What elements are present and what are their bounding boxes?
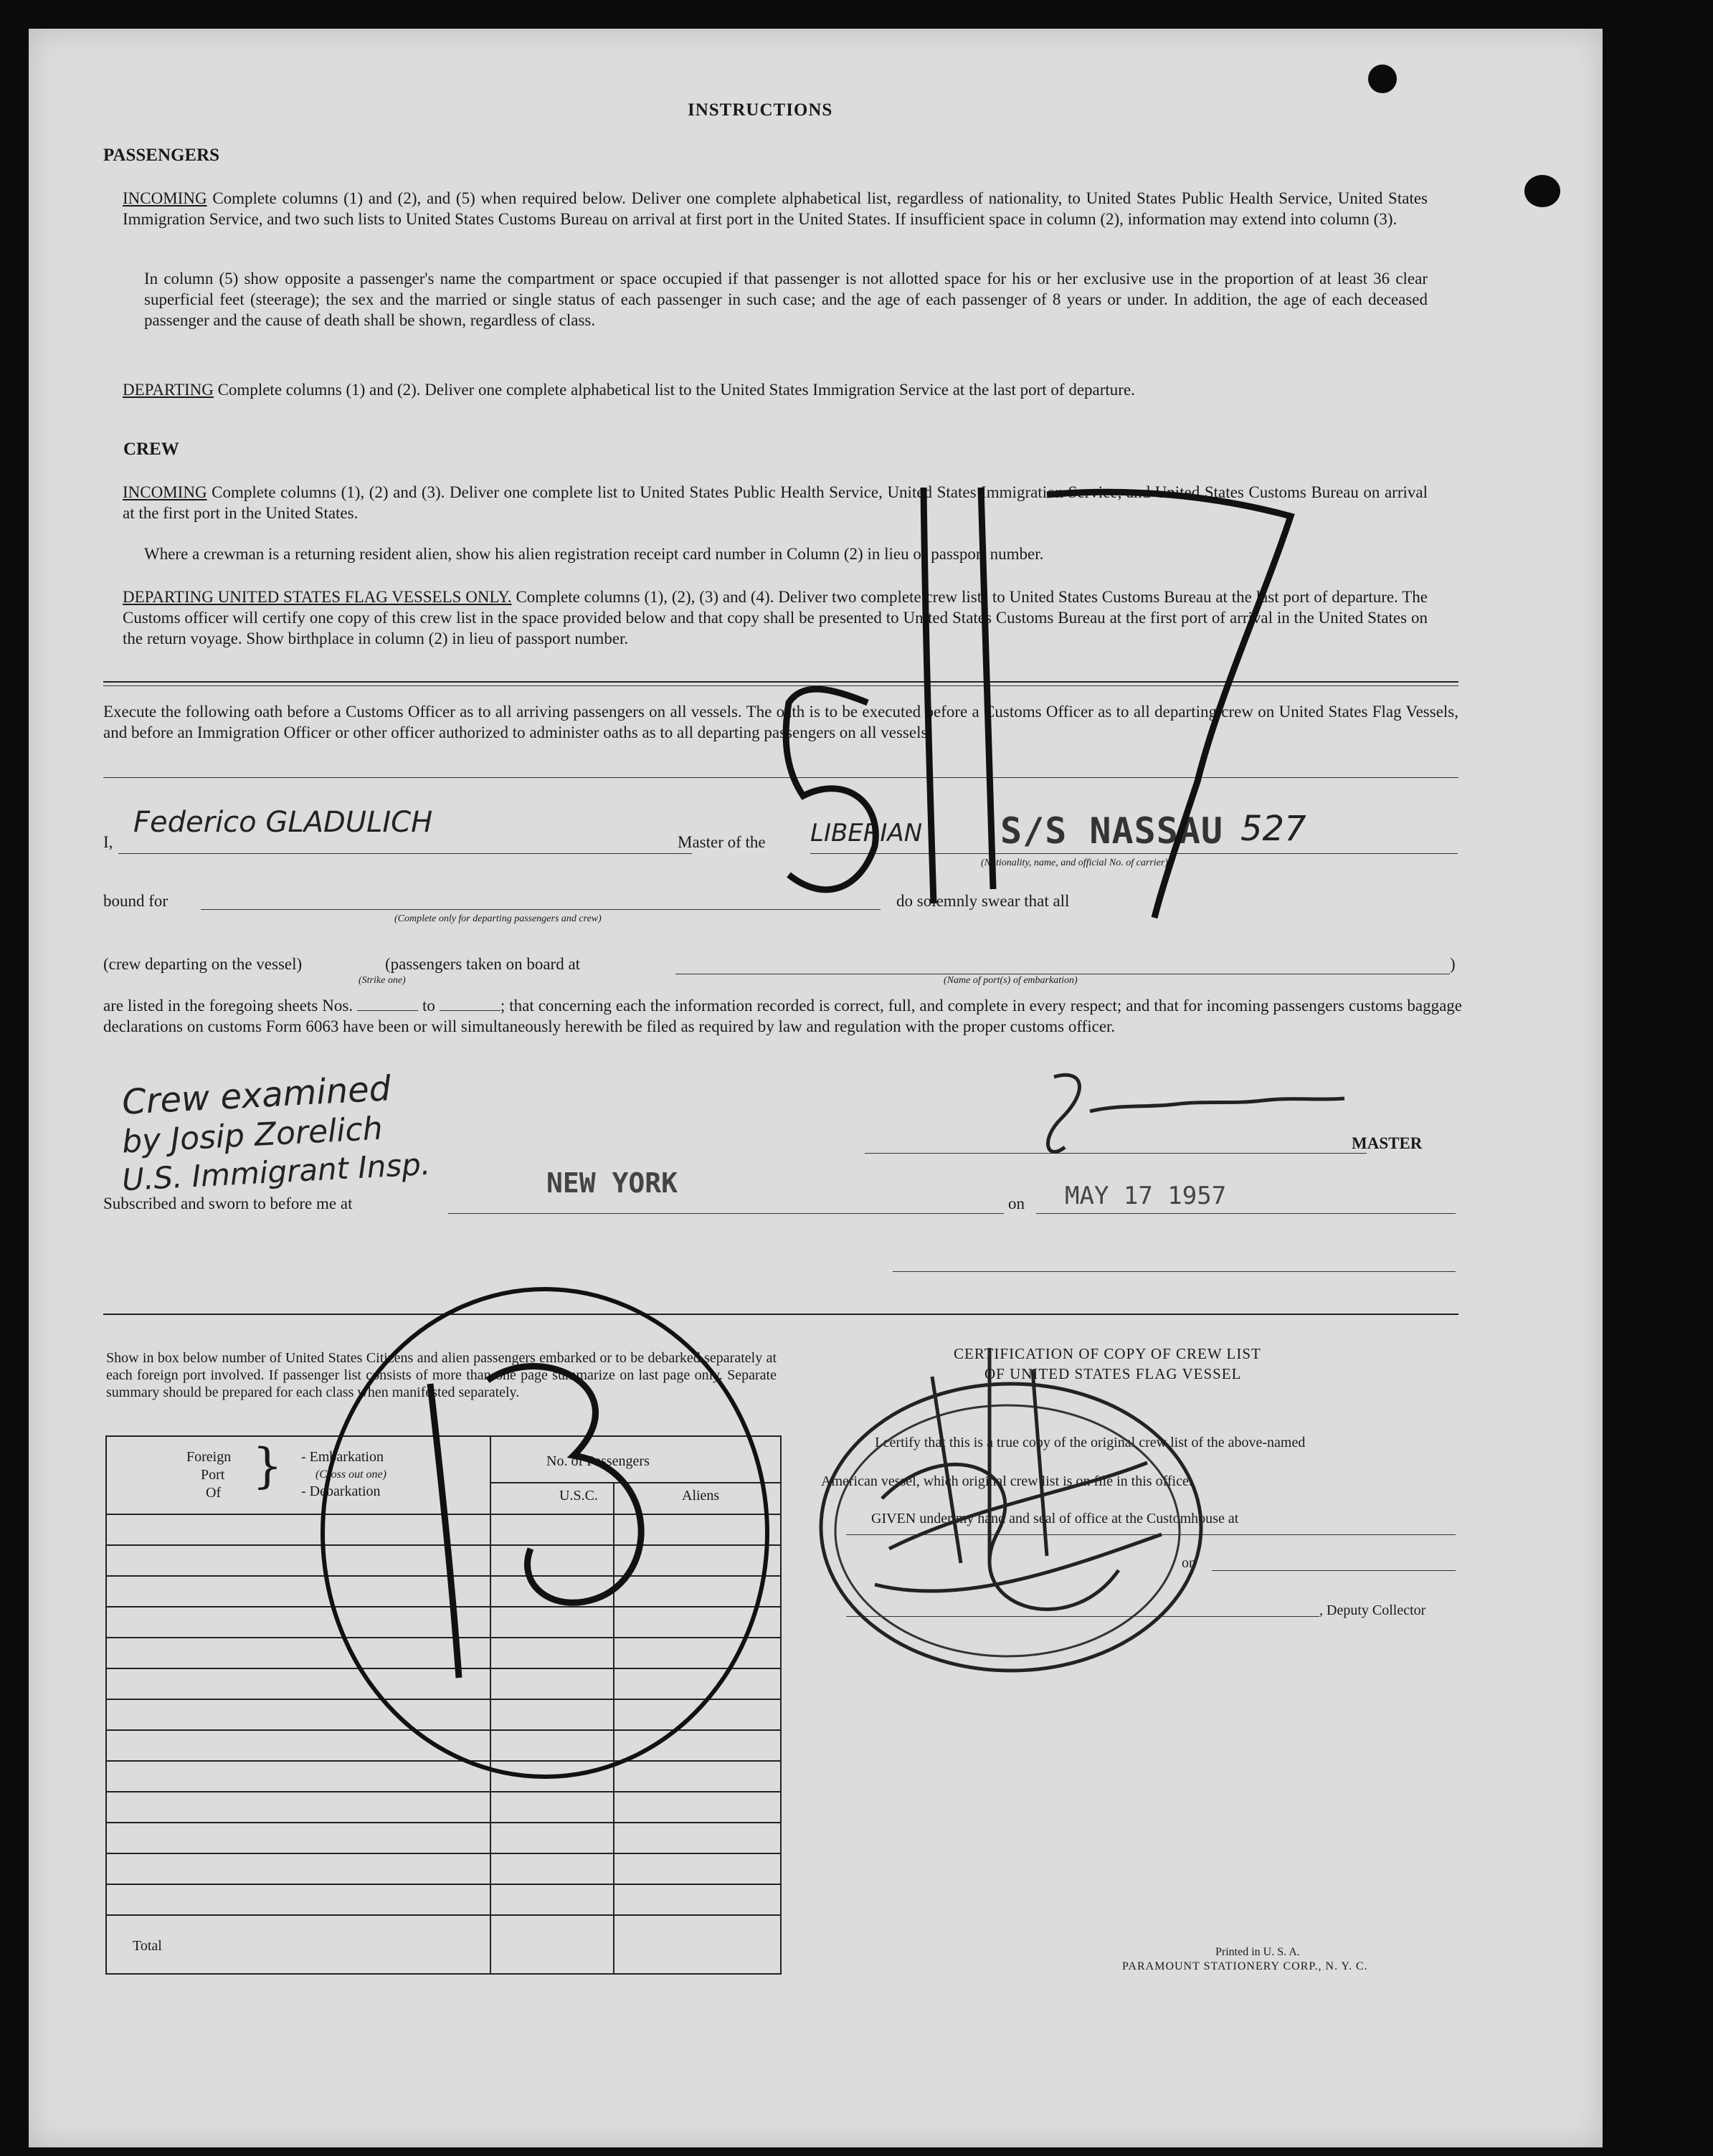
on-label: on: [1008, 1195, 1025, 1212]
aliens-header: Aliens: [682, 1488, 720, 1504]
scribble-oval: [821, 1384, 1201, 1671]
certification-text-2: American vessel, which original crew list is on file in this office.: [821, 1473, 1192, 1489]
official-number: 527: [1240, 809, 1306, 849]
nationality-handwritten: LIBERIAN: [810, 819, 923, 847]
incoming-text: Complete columns (1) and (2), and (5) when required below. Deliver one complete alphabetical list, regardless of nationality, to United States Public Health Service, United States Immigration Service, and two such lists to United States Customs Bureau on arrival at first port in the United States. If insufficient space in column (2), information may extend into column (3).: [123, 189, 1428, 228]
strike-caption: (Strike one): [359, 975, 406, 986]
summary-instructions: Show in box below number of United States Citizens and alien passengers embarked or to be debarked separately at each foreign port involved. If passenger list consists of more than one page summarize on last page only. Separate summary should be prepared for each class when manifested separately.: [106, 1350, 777, 1400]
crew-departing: (crew departing on the vessel): [103, 955, 303, 973]
certification-title-1: CERTIFICATION OF COPY OF CREW LIST: [954, 1345, 1261, 1362]
printed-in-usa: Printed in U. S. A.: [1215, 1946, 1300, 1958]
big-number-text: [1104, 459, 1106, 460]
master-label: MASTER: [1352, 1134, 1423, 1152]
subscribed-label: Subscribed and sworn to before me at: [103, 1195, 353, 1212]
scribble-oval-inner: [835, 1405, 1180, 1656]
of-label: Of: [206, 1485, 222, 1501]
cert-on-label: on: [1182, 1555, 1196, 1571]
crewman-paragraph: Where a crewman is a returning resident alien, show his alien registration receipt card number in Column (2) in lieu of passport number.: [144, 545, 1044, 563]
flag-vessels-text: Complete columns (1), (2), (3) and (4). Deliver two complete crew lists to United States Customs Bureau at the last port of departure. The Customs officer will certify one copy of this crew list in the space provided below and that copy shall be presented to United States Customs Bureau at the first port of arrival in the United States on the return voyage. Show birthplace in column (2) in lieu of passport number.: [123, 588, 1428, 647]
bound-caption: (Complete only for departing passengers and crew): [394, 913, 602, 924]
instructions-title: INSTRUCTIONS: [688, 100, 833, 120]
cancel-scribble: [875, 1348, 1162, 1610]
certification-text-1: I certify that this is a true copy of the original crew list of the above-named: [875, 1435, 1306, 1450]
foreign-label: Foreign: [186, 1449, 232, 1465]
vessel-name-stamp: S/S NASSAU: [1000, 810, 1224, 852]
cross-out-caption: (Cross out one): [315, 1468, 386, 1481]
passengers-taken: (passengers taken on board at: [385, 955, 581, 973]
brace-icon: }: [252, 1438, 283, 1493]
to-label: to: [422, 997, 435, 1015]
crew-examined-note: Crew examined: [120, 1068, 392, 1123]
inspector-title-note: U.S. Immigrant Insp.: [121, 1146, 432, 1198]
document-page: [29, 29, 1603, 2147]
paper-hole: [1524, 175, 1560, 207]
master-of-label: Master of the: [678, 833, 766, 851]
circled-digit-1-stroke: [430, 1384, 459, 1678]
printer-name: PARAMOUNT STATIONERY CORP., N. Y. C.: [1122, 1960, 1368, 1972]
certification-text-3: GIVEN under my hand and seal of office at the Customhouse at: [871, 1511, 1239, 1526]
i-label: I,: [103, 833, 113, 851]
swear-text: do solemnly swear that all: [896, 892, 1070, 910]
port-stamp: NEW YORK: [546, 1167, 678, 1199]
date-stamp: MAY 17 1957: [1065, 1182, 1227, 1210]
close-paren: ): [1450, 955, 1456, 973]
column5-paragraph: In column (5) show opposite a passenger's name the compartment or space occupied if that passenger is not allotted space for his or her exclusive use in the proportion of at least 36 clear superficial feet (steerage); the sex and the married or single status of each passenger in such case; and the age of each passenger of 8 years or under. In addition, the age of each deceased passenger and the cause of death shall be shown, regardless of class.: [144, 270, 1428, 329]
crew-heading: CREW: [123, 440, 179, 459]
flag-vessels-label: DEPARTING UNITED STATES FLAG VESSELS ONLY.: [123, 588, 512, 606]
master-signature-scribble: [1048, 1075, 1344, 1151]
ink-overlay: [29, 29, 1603, 2147]
ports-caption: (Name of port(s) of embarkation): [944, 975, 1078, 986]
listed-text-2: ; that concerning each the information recorded is correct, full, and complete in every respect; and that for incoming passengers customs baggage declarations on customs Form 6063 have been or will simultaneously herewith be filed as required by law and regulation with the proper customs officer.: [103, 997, 1463, 1035]
embarkation-label: - Embarkation: [301, 1449, 384, 1465]
crew-incoming-text: Complete columns (1), (2) and (3). Deliver one complete list to United States Public Health Service, United States Immigration Service, and United States Customs Bureau on arrival at the first port in the United States.: [123, 483, 1428, 522]
listed-text-1: are listed in the foregoing sheets Nos.: [103, 997, 353, 1015]
certification-title-2: OF UNITED STATES FLAG VESSEL: [984, 1365, 1242, 1382]
no-passengers-header: No. of Passengers: [546, 1453, 650, 1469]
circled-number-circle: [323, 1289, 767, 1777]
deputy-collector-label: , Deputy Collector: [1319, 1602, 1426, 1618]
bound-for-label: bound for: [103, 892, 169, 910]
vessel-caption: (Nationality, name, and official No. of carrier): [981, 858, 1168, 868]
debarkation-label: - Debarkation: [301, 1483, 381, 1499]
large-number-5117: [786, 488, 1291, 918]
circled-digit-3-stroke: [488, 1367, 641, 1603]
paper-hole: [1368, 65, 1397, 93]
crew-incoming-label: INCOMING: [123, 483, 207, 501]
incoming-label: INCOMING: [123, 189, 207, 207]
departing-label: DEPARTING: [123, 381, 214, 399]
oath-intro: Execute the following oath before a Customs Officer as to all arriving passengers on all vessels. The oath is to be executed before a Customs Officer as to all departing crew on United States Flag Vessels, and before an Immigration Officer or other officer authorized to administer oaths as to all departing passengers on all vessels.: [103, 703, 1458, 741]
port-label: Port: [201, 1467, 225, 1483]
master-name-signature: Federico GLADULICH: [133, 806, 433, 839]
examiner-name-note: by Josip Zorelich: [120, 1110, 384, 1161]
total-label: Total: [133, 1938, 162, 1954]
usc-header: U.S.C.: [559, 1488, 598, 1504]
passengers-heading: PASSENGERS: [103, 146, 220, 165]
departing-text: Complete columns (1) and (2). Deliver one complete alphabetical list to the United States Immigration Service at the last port of departure.: [217, 381, 1135, 399]
